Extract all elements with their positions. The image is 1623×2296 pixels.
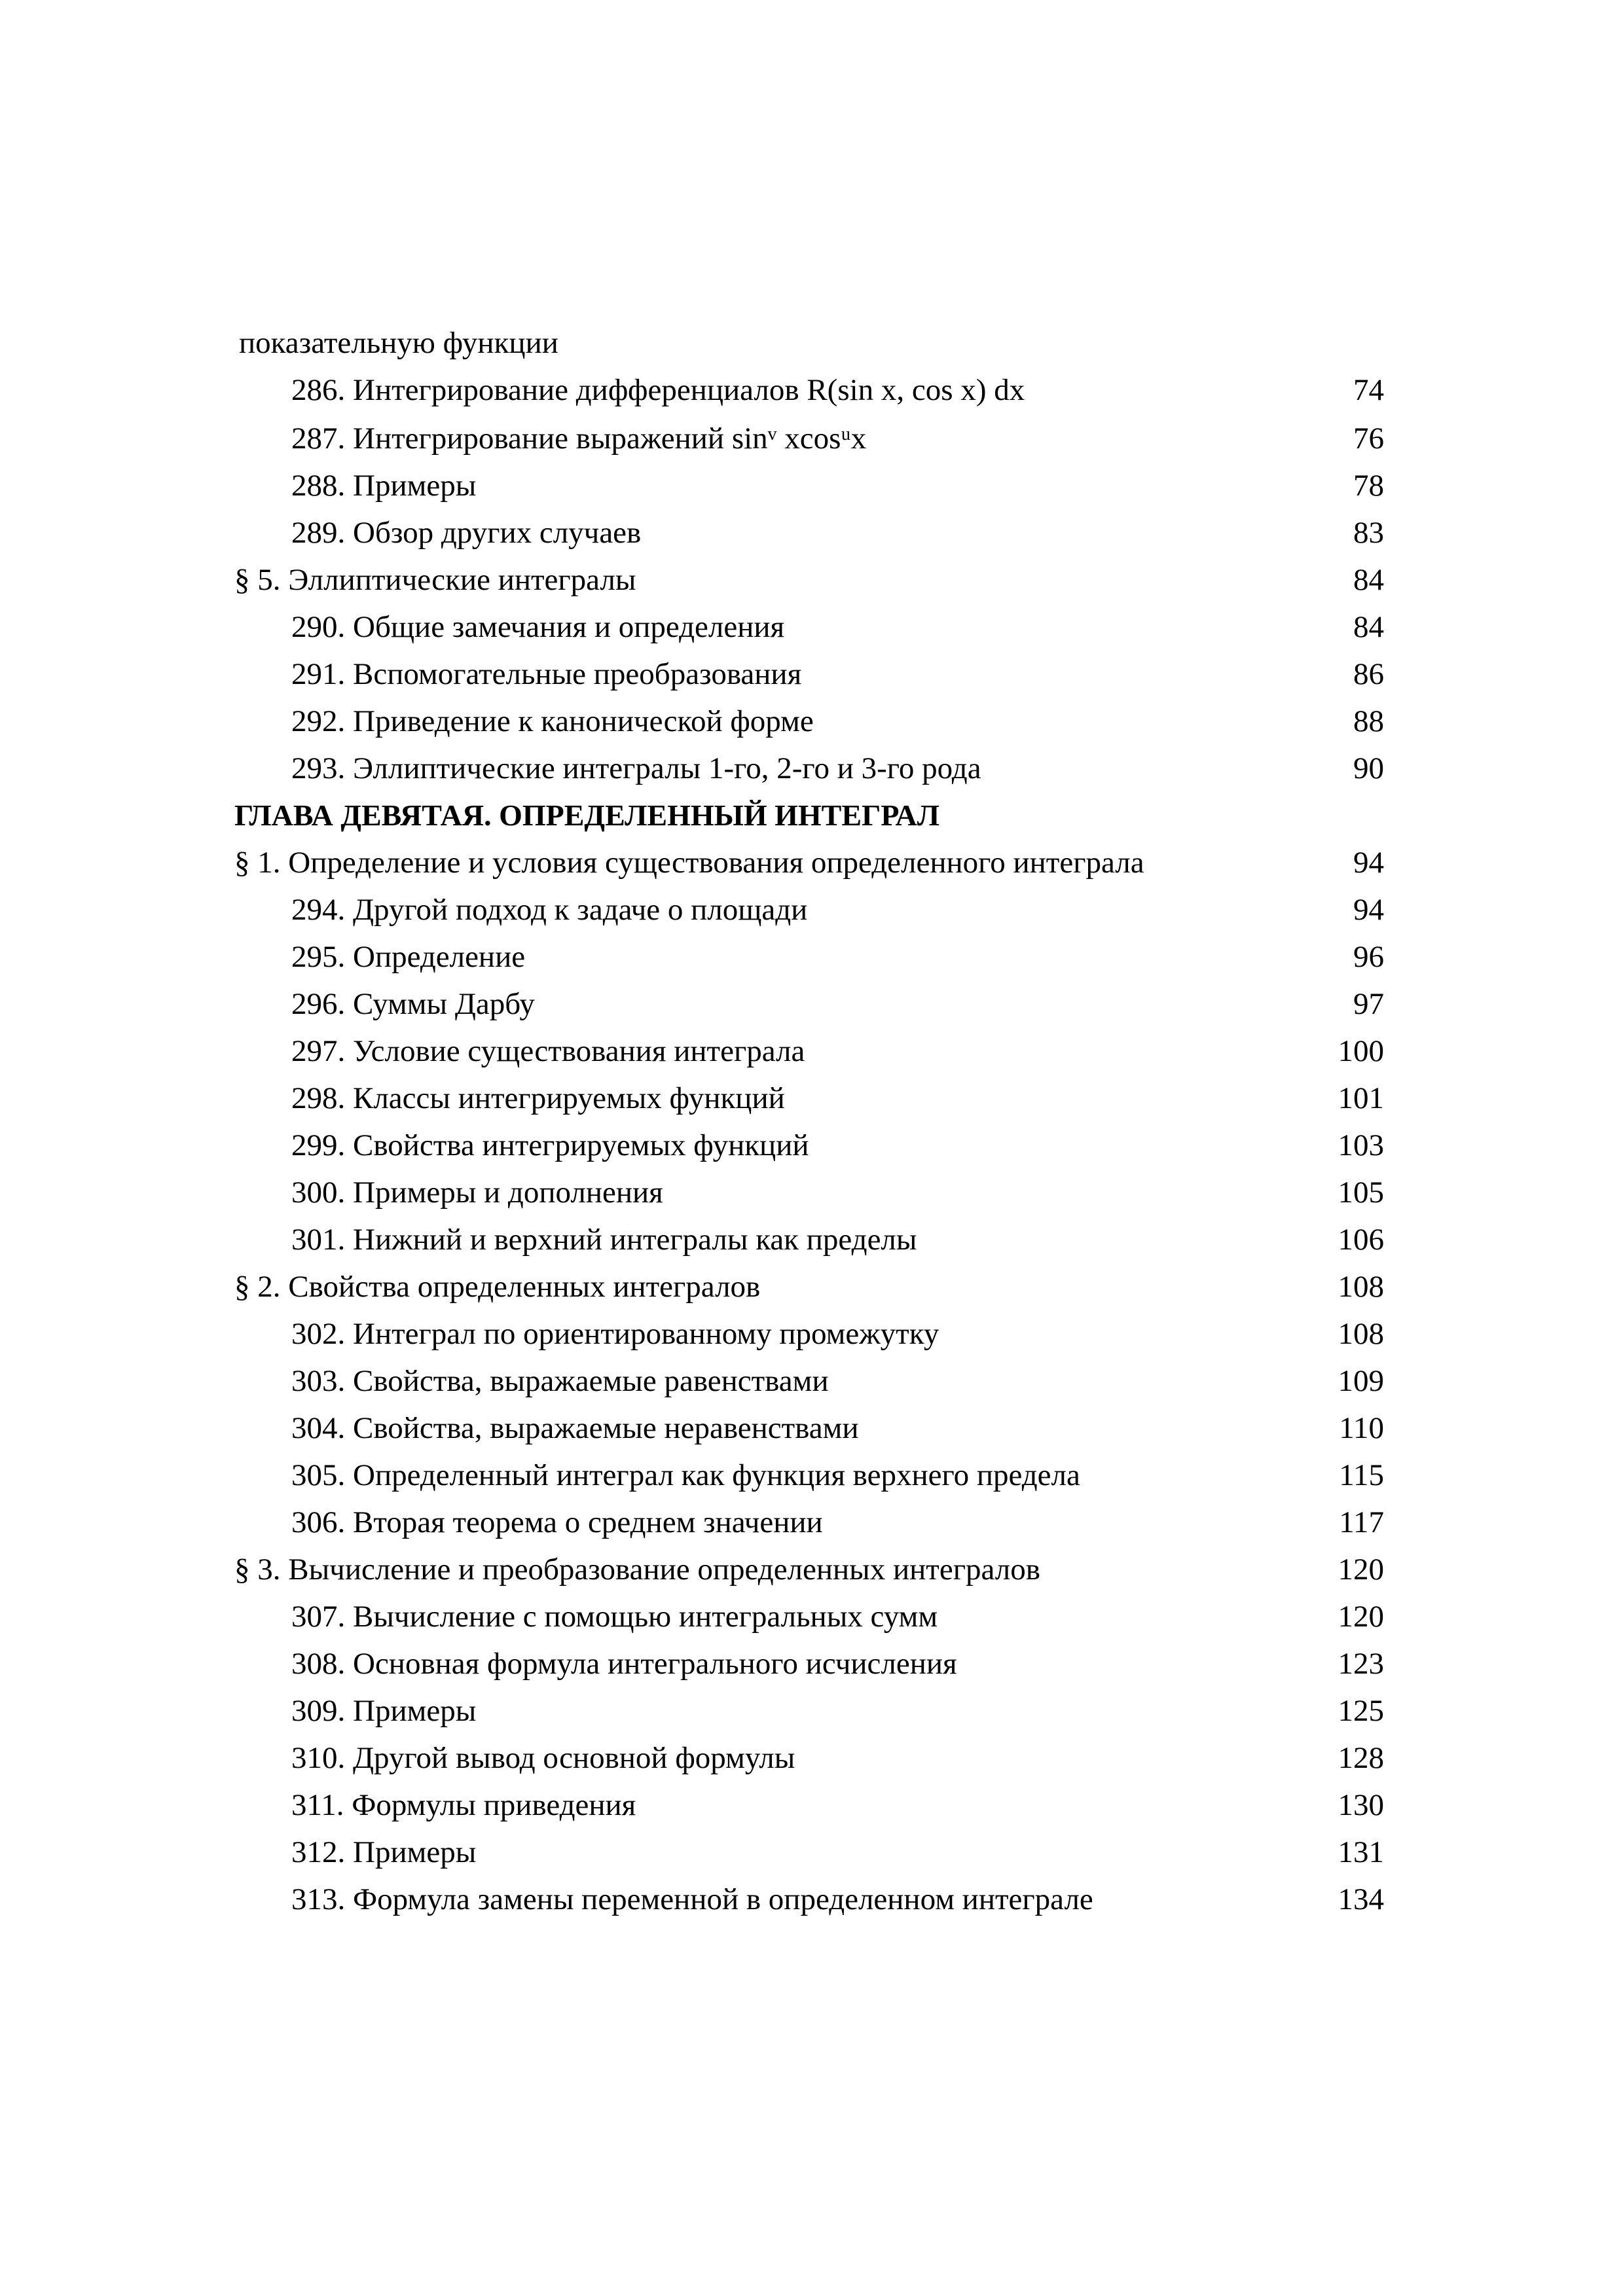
toc-page-number: 106 (1338, 1223, 1384, 1257)
toc-entry-title: 296. Суммы Дарбу (291, 987, 535, 1021)
toc-entry-title: 291. Вспомогательные преобразования (291, 657, 802, 691)
toc-entry-row (0, 1405, 1623, 1452)
toc-entry-row (0, 933, 1623, 980)
toc-entry-title: 288. Примеры (291, 469, 477, 503)
toc-page-number: 115 (1339, 1458, 1384, 1492)
toc-page-number: 128 (1338, 1741, 1384, 1775)
toc-page-number: 74 (1353, 373, 1384, 407)
toc-page-number: 108 (1338, 1270, 1384, 1304)
toc-entry-row (0, 1829, 1623, 1876)
toc-entry-row (0, 745, 1623, 792)
toc-entry-title: 308. Основная формула интегрального исчисления (291, 1647, 957, 1681)
toc-entry-title: 313. Формула замены переменной в определенном интеграле (291, 1882, 1093, 1916)
toc-entry-row (0, 1122, 1623, 1169)
toc-entry-title: показательную функции (239, 326, 558, 360)
toc-entry-title: 306. Вторая теорема о среднем значении (291, 1505, 823, 1539)
toc-entry-title: § 3. Вычисление и преобразование определенных интегралов (234, 1552, 1040, 1587)
toc-entry-row (0, 698, 1623, 745)
toc-page-number: 105 (1338, 1175, 1384, 1210)
toc-page-number: 83 (1353, 516, 1384, 550)
toc-entry-row (0, 1357, 1623, 1405)
toc-entry-row (0, 1075, 1623, 1122)
toc-page-number: 97 (1353, 987, 1384, 1021)
toc-entry-title: 309. Примеры (291, 1694, 477, 1728)
toc-entry-title: 302. Интеграл по ориентированному промежутку (291, 1317, 939, 1351)
toc-page-number: 131 (1338, 1835, 1384, 1869)
toc-page-number: 84 (1353, 610, 1384, 644)
toc-page-number: 86 (1353, 657, 1384, 691)
toc-entry-title: 289. Обзор других случаев (291, 516, 642, 550)
toc-entry-row (0, 415, 1623, 462)
toc-entry-row (0, 1593, 1623, 1640)
toc-entry-row (0, 509, 1623, 556)
toc-page-number: 103 (1338, 1128, 1384, 1162)
toc-section-row (0, 1263, 1623, 1310)
toc-entry-row (0, 462, 1623, 509)
toc-page-number: 94 (1353, 846, 1384, 880)
toc-entry-title: 301. Нижний и верхний интегралы как пределы (291, 1223, 917, 1257)
toc-page-number: 100 (1338, 1034, 1384, 1068)
toc-entry-title: 297. Условие существования интеграла (291, 1034, 805, 1068)
toc-page-number: 110 (1339, 1411, 1384, 1445)
toc-entry-row (0, 1734, 1623, 1782)
toc-page-number: 101 (1338, 1081, 1384, 1115)
toc-entry-title: 307. Вычисление с помощью интегральных сумм (291, 1600, 938, 1634)
toc-entry-title: 300. Примеры и дополнения (291, 1175, 663, 1210)
toc-page-number: 130 (1338, 1788, 1384, 1822)
toc-entry-title: 312. Примеры (291, 1835, 477, 1869)
toc-entry-row (0, 1687, 1623, 1734)
toc-entry-row (0, 1499, 1623, 1546)
toc-page-number: 117 (1339, 1505, 1384, 1539)
toc-entry-title: 294. Другой подход к задаче о площади (291, 893, 808, 927)
toc-page-number: 90 (1353, 751, 1384, 785)
toc-page-number: 125 (1338, 1694, 1384, 1728)
toc-entry-title: 293. Эллиптические интегралы 1-го, 2-го и 3-го рода (291, 751, 981, 785)
toc-entry-row (0, 367, 1623, 414)
toc-entry-title: 310. Другой вывод основной формулы (291, 1741, 795, 1775)
toc-page-number: 96 (1353, 940, 1384, 974)
toc-entry-title: 304. Свойства, выражаемые неравенствами (291, 1411, 859, 1445)
toc-entry-row (0, 886, 1623, 933)
toc-entry-row (0, 651, 1623, 698)
toc-page-number: 94 (1353, 893, 1384, 927)
toc-entry-row (0, 319, 1623, 367)
toc-section-row (0, 556, 1623, 603)
toc-entry-title: § 2. Свойства определенных интегралов (234, 1270, 761, 1304)
toc-entry-title: 305. Определенный интеграл как функция верхнего предела (291, 1458, 1080, 1492)
toc-entry-row (0, 603, 1623, 651)
toc-entry-title: 286. Интегрирование дифференциалов R(sin x, cos x) dx (291, 373, 1025, 407)
toc-entry-title: ГЛАВА ДЕВЯТАЯ. ОПРЕДЕЛЕННЫЙ ИНТЕГРАЛ (234, 798, 940, 832)
toc-page-number: 108 (1338, 1317, 1384, 1351)
toc-entry-row (0, 1310, 1623, 1357)
toc-section-row (0, 1546, 1623, 1593)
toc-entry-title: 295. Определение (291, 940, 526, 974)
toc-page-number: 78 (1353, 469, 1384, 503)
toc-entry-title: § 1. Определение и условия существования определенного интеграла (234, 846, 1144, 880)
toc-page-number: 123 (1338, 1647, 1384, 1681)
toc-entry-title: 287. Интегрирование выражений sinᵛ xcosᵘx (291, 422, 867, 456)
toc-entry-title: 303. Свойства, выражаемые равенствами (291, 1364, 829, 1398)
toc-section-row (0, 839, 1623, 886)
toc-entry-title: 298. Классы интегрируемых функций (291, 1081, 785, 1115)
toc-entry-title: § 5. Эллиптические интегралы (234, 563, 636, 597)
toc-page-number: 88 (1353, 704, 1384, 738)
toc-entry-row (0, 1216, 1623, 1263)
chapter-heading (0, 792, 1623, 839)
toc-entry-row (0, 1028, 1623, 1075)
toc-page-number: 134 (1338, 1882, 1384, 1916)
toc-entry-row (0, 1452, 1623, 1499)
toc-entry-row (0, 1169, 1623, 1216)
toc-page-number: 109 (1338, 1364, 1384, 1398)
toc-entry-row (0, 980, 1623, 1028)
toc-entry-row (0, 1876, 1623, 1923)
toc-page-number: 76 (1353, 422, 1384, 456)
toc-entry-title: 290. Общие замечания и определения (291, 610, 785, 644)
toc-entry-title: 292. Приведение к канонической форме (291, 704, 814, 738)
toc-page-number: 120 (1338, 1552, 1384, 1587)
toc-entry-row (0, 1782, 1623, 1829)
toc-entry-row (0, 1640, 1623, 1687)
toc-entry-title: 299. Свойства интегрируемых функций (291, 1128, 809, 1162)
toc-page-number: 84 (1353, 563, 1384, 597)
toc-page-number: 120 (1338, 1600, 1384, 1634)
toc-entry-title: 311. Формулы приведения (291, 1788, 636, 1822)
